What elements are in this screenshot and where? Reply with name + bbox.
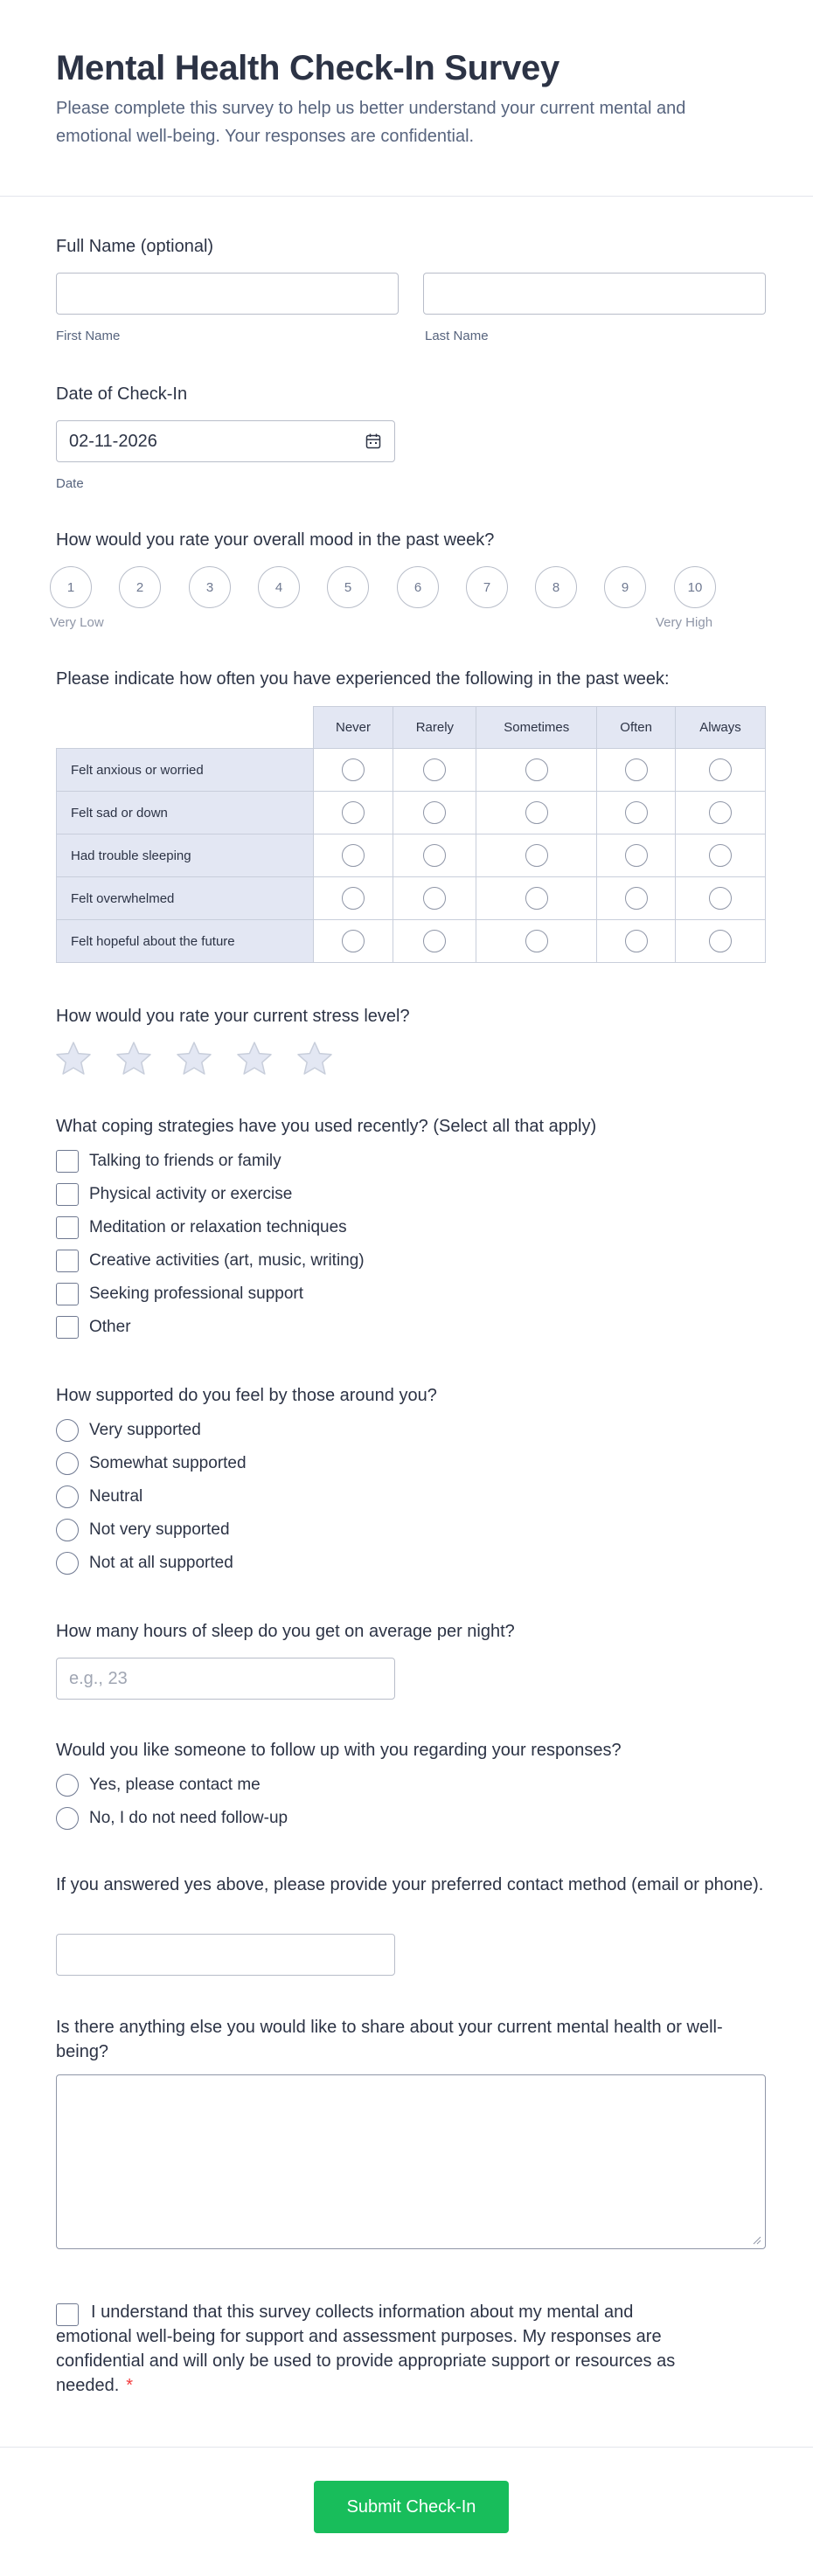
mood-label: How would you rate your overall mood in the past week? xyxy=(56,530,495,550)
coping-option[interactable] xyxy=(56,1183,292,1206)
matrix-cell xyxy=(313,920,393,963)
coping-option-label: Talking to friends or family xyxy=(89,1152,281,1170)
date-sublabel: Date xyxy=(56,476,84,491)
support-label: How supported do you feel by those around you? xyxy=(56,1386,437,1405)
support-option-label: Neutral xyxy=(89,1487,143,1506)
matrix-column-header: Always xyxy=(676,707,766,749)
followup-option-label: No, I do not need follow-up xyxy=(89,1809,288,1827)
followup-option[interactable] xyxy=(56,1807,288,1830)
matrix-cell xyxy=(313,834,393,877)
mood-option[interactable]: 8 xyxy=(535,566,577,608)
matrix-column-header: Often xyxy=(597,707,676,749)
matrix-radio[interactable] xyxy=(625,758,648,781)
matrix-radio[interactable] xyxy=(342,844,365,867)
matrix-radio[interactable] xyxy=(709,887,732,910)
last-name-input[interactable] xyxy=(423,273,766,315)
matrix-cell xyxy=(476,920,597,963)
matrix-cell xyxy=(476,834,597,877)
matrix-cell xyxy=(393,877,476,920)
first-name-sublabel: First Name xyxy=(56,329,121,343)
support-option[interactable] xyxy=(56,1519,230,1541)
matrix-cell xyxy=(597,920,676,963)
support-option-label: Somewhat supported xyxy=(89,1454,247,1472)
checkbox[interactable] xyxy=(56,1150,79,1173)
matrix-radio[interactable] xyxy=(525,844,548,867)
mood-option[interactable]: 9 xyxy=(604,566,646,608)
coping-option[interactable] xyxy=(56,1250,365,1272)
support-option[interactable] xyxy=(56,1485,142,1508)
matrix-cell xyxy=(393,920,476,963)
mood-option[interactable]: 10 xyxy=(674,566,716,608)
matrix-radio[interactable] xyxy=(625,844,648,867)
support-option-label: Not very supported xyxy=(89,1520,230,1539)
matrix-radio[interactable] xyxy=(625,930,648,952)
matrix-row xyxy=(57,749,766,792)
checkbox[interactable] xyxy=(56,1183,79,1206)
extra-label: Is there anything else you would like to share about your current mental health or well-being? xyxy=(56,2018,723,2061)
matrix-radio[interactable] xyxy=(709,758,732,781)
checkbox[interactable] xyxy=(56,1316,79,1339)
followup-label: Would you like someone to follow up with you regarding your responses? xyxy=(56,1741,622,1760)
matrix-row-label: Felt overwhelmed xyxy=(57,877,314,920)
matrix-cell xyxy=(476,877,597,920)
mood-option[interactable]: 5 xyxy=(327,566,369,608)
matrix-radio[interactable] xyxy=(709,801,732,824)
matrix-cell xyxy=(476,792,597,834)
date-label: Date of Check-In xyxy=(56,384,188,404)
matrix-cell xyxy=(676,749,766,792)
support-option-label: Not at all supported xyxy=(89,1554,233,1572)
frequency-matrix xyxy=(56,706,766,963)
matrix-row xyxy=(57,877,766,920)
coping-label: What coping strategies have you used recently? (Select all that apply) xyxy=(56,1117,597,1136)
star-icon[interactable] xyxy=(295,1040,334,1078)
matrix-radio[interactable] xyxy=(423,801,446,824)
matrix-radio[interactable] xyxy=(342,930,365,952)
matrix-row xyxy=(57,834,766,877)
matrix-label: Please indicate how often you have experienced the following in the past week: xyxy=(56,669,670,689)
mood-option[interactable]: 4 xyxy=(258,566,300,608)
matrix-column-header: Sometimes xyxy=(476,707,597,749)
form-header xyxy=(0,0,813,197)
radio-button[interactable] xyxy=(56,1807,79,1830)
matrix-radio[interactable] xyxy=(342,758,365,781)
matrix-row-label: Felt sad or down xyxy=(57,792,314,834)
mood-option[interactable]: 6 xyxy=(397,566,439,608)
radio-button[interactable] xyxy=(56,1552,79,1575)
support-option[interactable] xyxy=(56,1552,233,1575)
contact-input[interactable] xyxy=(56,1934,395,1976)
matrix-row-label: Felt hopeful about the future xyxy=(57,920,314,963)
form-title: Mental Health Check-In Survey xyxy=(56,49,559,87)
matrix-radio[interactable] xyxy=(525,930,548,952)
star-icon[interactable] xyxy=(54,1040,93,1078)
matrix-radio[interactable] xyxy=(423,844,446,867)
matrix-cell xyxy=(313,749,393,792)
coping-option[interactable] xyxy=(56,1316,131,1339)
calendar-icon[interactable] xyxy=(365,433,382,450)
matrix-row xyxy=(57,792,766,834)
coping-option[interactable] xyxy=(56,1283,303,1305)
first-name-input[interactable] xyxy=(56,273,399,315)
matrix-radio[interactable] xyxy=(423,930,446,952)
coping-option-label: Seeking professional support xyxy=(89,1285,304,1303)
matrix-radio[interactable] xyxy=(423,758,446,781)
coping-option-label: Meditation or relaxation techniques xyxy=(89,1218,347,1236)
matrix-cell xyxy=(676,834,766,877)
support-option[interactable] xyxy=(56,1452,247,1475)
matrix-cell xyxy=(597,877,676,920)
coping-option[interactable] xyxy=(56,1216,347,1239)
matrix-cell xyxy=(313,792,393,834)
matrix-radio[interactable] xyxy=(709,930,732,952)
matrix-column-header: Never xyxy=(313,707,393,749)
matrix-cell xyxy=(313,877,393,920)
stress-label: How would you rate your current stress level? xyxy=(56,1007,410,1026)
contact-label: If you answered yes above, please provide your preferred contact method (email or phone). xyxy=(56,1875,764,1894)
support-option[interactable] xyxy=(56,1419,201,1442)
coping-option-label: Creative activities (art, music, writing) xyxy=(89,1251,365,1270)
mood-option[interactable]: 7 xyxy=(466,566,508,608)
followup-option[interactable] xyxy=(56,1774,261,1797)
matrix-cell xyxy=(676,920,766,963)
sleep-label: How many hours of sleep do you get on average per night? xyxy=(56,1622,515,1641)
matrix-radio[interactable] xyxy=(423,887,446,910)
form-description: Please complete this survey to help us better understand your current mental and emotional well-being. Your responses are confidential. xyxy=(56,99,686,146)
consent-text-block xyxy=(56,2300,685,2398)
matrix-radio[interactable] xyxy=(525,801,548,824)
star-icon[interactable] xyxy=(175,1040,213,1078)
matrix-row-label: Felt anxious or worried xyxy=(57,749,314,792)
mood-option[interactable]: 2 xyxy=(119,566,161,608)
matrix-radio[interactable] xyxy=(625,801,648,824)
checkbox[interactable] xyxy=(56,1250,79,1272)
mood-low-label: Very Low xyxy=(50,615,104,630)
matrix-cell xyxy=(597,834,676,877)
last-name-sublabel: Last Name xyxy=(425,329,489,343)
matrix-corner xyxy=(57,707,314,749)
star-icon[interactable] xyxy=(235,1040,274,1078)
followup-option-label: Yes, please contact me xyxy=(89,1776,261,1794)
radio-button[interactable] xyxy=(56,1485,79,1508)
matrix-radio[interactable] xyxy=(342,801,365,824)
matrix-radio[interactable] xyxy=(525,758,548,781)
radio-button[interactable] xyxy=(56,1452,79,1475)
matrix-column-header: Rarely xyxy=(393,707,476,749)
matrix-cell xyxy=(393,834,476,877)
full-name-label: Full Name (optional) xyxy=(56,237,214,256)
sleep-input[interactable]: e.g., 23 xyxy=(56,1658,395,1700)
mood-option[interactable]: 1 xyxy=(50,566,92,608)
matrix-radio[interactable] xyxy=(525,887,548,910)
form-footer xyxy=(0,2447,813,2576)
matrix-cell xyxy=(476,749,597,792)
matrix-cell xyxy=(676,792,766,834)
submit-button[interactable]: Submit Check-In xyxy=(314,2481,509,2533)
mood-high-label: Very High xyxy=(656,615,713,630)
matrix-cell xyxy=(597,792,676,834)
matrix-cell xyxy=(676,877,766,920)
checkbox[interactable] xyxy=(56,1216,79,1239)
required-mark: * xyxy=(126,2376,134,2395)
coping-option-label: Other xyxy=(89,1318,131,1336)
coping-option[interactable] xyxy=(56,1150,281,1173)
radio-button[interactable] xyxy=(56,1774,79,1797)
coping-option-label: Physical activity or exercise xyxy=(89,1185,293,1203)
matrix-row-label: Had trouble sleeping xyxy=(57,834,314,877)
matrix-radio[interactable] xyxy=(709,844,732,867)
star-icon[interactable] xyxy=(115,1040,153,1078)
matrix-cell xyxy=(393,749,476,792)
radio-button[interactable] xyxy=(56,1419,79,1442)
matrix-cell xyxy=(393,792,476,834)
consent-text: I understand that this survey collects information about my mental and emotional well-being for support and assessment purposes. My responses are confidential and will only be used to provide appropriate support or resources as needed. xyxy=(56,2302,676,2395)
radio-button[interactable] xyxy=(56,1519,79,1541)
matrix-radio[interactable] xyxy=(625,887,648,910)
matrix-row xyxy=(57,920,766,963)
extra-textarea[interactable] xyxy=(56,2074,766,2249)
mood-option[interactable]: 3 xyxy=(189,566,231,608)
support-option-label: Very supported xyxy=(89,1421,201,1439)
date-value: 02-11-2026 xyxy=(69,431,157,451)
matrix-radio[interactable] xyxy=(342,887,365,910)
resize-grip-icon[interactable] xyxy=(753,2236,761,2245)
checkbox[interactable] xyxy=(56,1283,79,1305)
matrix-cell xyxy=(597,749,676,792)
date-input[interactable] xyxy=(56,420,395,462)
